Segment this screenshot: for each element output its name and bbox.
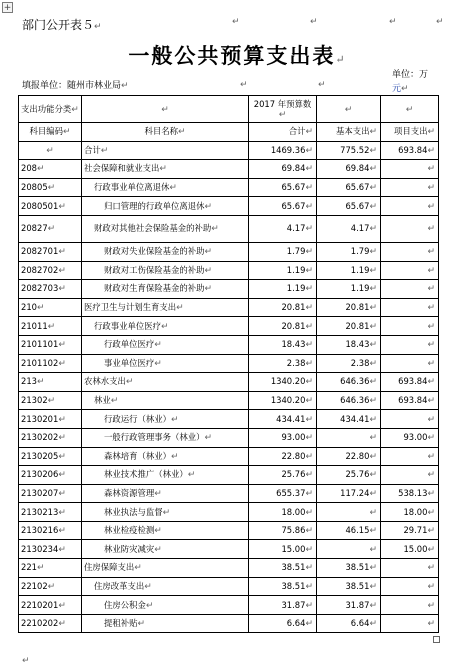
- cell-basic: ↵: [317, 428, 381, 447]
- table-row: [19, 261, 439, 280]
- cell-code: 2130206↵: [19, 466, 82, 485]
- cell-total: 25.76↵: [249, 466, 317, 485]
- cell-name: 一般行政管理事务（林业）↵: [82, 428, 249, 447]
- table-resize-handle[interactable]: [433, 636, 440, 643]
- currency-unit: [392, 68, 442, 96]
- cell-name: 行政运行（林业）↵: [82, 410, 249, 429]
- table-row: [19, 141, 439, 160]
- table-row: [19, 242, 439, 261]
- table-row: [19, 160, 439, 179]
- cell-name: 财政对其他社会保险基金的补助↵: [82, 215, 249, 242]
- cell-basic: 117.24↵: [317, 484, 381, 503]
- cell-project: 93.00↵: [381, 428, 439, 447]
- cell-basic: 38.51↵: [317, 559, 381, 578]
- cell-basic: 1.79↵: [317, 242, 381, 261]
- cell-basic: 2.38↵: [317, 354, 381, 373]
- cell-project: ↵: [381, 354, 439, 373]
- cell-code: 22102↵: [19, 577, 82, 596]
- cell-basic: 1.19↵: [317, 280, 381, 299]
- cell-project: 18.00↵: [381, 503, 439, 522]
- cell-project: ↵: [381, 614, 439, 633]
- paragraph-mark-icon: ↵: [401, 84, 409, 94]
- cell-total: 20.81↵: [249, 298, 317, 317]
- reporting-unit-text: 填报单位：随州市林业局: [22, 81, 122, 91]
- cell-name: 林业防灾减灾↵: [82, 540, 249, 559]
- table-row: [19, 447, 439, 466]
- cell-name: 财政对生育保险基金的补助↵: [82, 280, 249, 299]
- cell-code: 2101101↵: [19, 335, 82, 354]
- cell-code: 221↵: [19, 559, 82, 578]
- cell-name: 医疗卫生与计划生育支出↵: [82, 298, 249, 317]
- table-row: [19, 521, 439, 540]
- cell-basic: 25.76↵: [317, 466, 381, 485]
- cell-name: 行政事业单位医疗↵: [82, 317, 249, 336]
- cell-total: 38.51↵: [249, 559, 317, 578]
- table-row: [19, 484, 439, 503]
- paragraph-mark-icon: ↵: [22, 656, 30, 666]
- cell-code: 2082701↵: [19, 242, 82, 261]
- cell-total: 31.87↵: [249, 596, 317, 615]
- cell-code: 20805↵: [19, 178, 82, 197]
- cell-basic: 434.41↵: [317, 410, 381, 429]
- cell-total: 655.37↵: [249, 484, 317, 503]
- header-cell-project: 项目支出↵: [381, 123, 439, 142]
- paragraph-mark-icon: ↵: [335, 53, 347, 66]
- cell-name: 林业检疫检测↵: [82, 521, 249, 540]
- cell-code: 2130205↵: [19, 447, 82, 466]
- cell-total: 1469.36↵: [249, 141, 317, 160]
- cell-total: 20.81↵: [249, 317, 317, 336]
- header-cell-basic: 基本支出↵: [317, 123, 381, 142]
- currency-unit-line2: 元: [392, 84, 402, 94]
- paragraph-mark-icon: ↵: [232, 17, 240, 27]
- cell-basic: 46.15↵: [317, 521, 381, 540]
- paragraph-mark-icon: ↵: [310, 17, 318, 27]
- table-row: [19, 577, 439, 596]
- table-row: [19, 410, 439, 429]
- cell-total: 1340.20↵: [249, 391, 317, 410]
- cell-project: 693.84↵: [381, 141, 439, 160]
- header-cell-empty: ↵: [317, 96, 381, 123]
- cell-name: 社会保障和就业支出↵: [82, 160, 249, 179]
- table-header-row: [19, 96, 439, 123]
- cell-total: 1.79↵: [249, 242, 317, 261]
- cell-name: 森林培育（林业）↵: [82, 447, 249, 466]
- cell-basic: 22.80↵: [317, 447, 381, 466]
- table-row: [19, 540, 439, 559]
- cell-total: 69.84↵: [249, 160, 317, 179]
- cell-code: 2082702↵: [19, 261, 82, 280]
- cell-project: ↵: [381, 197, 439, 216]
- cell-total: 434.41↵: [249, 410, 317, 429]
- cell-basic: 775.52↵: [317, 141, 381, 160]
- cell-project: ↵: [381, 410, 439, 429]
- table-row: [19, 354, 439, 373]
- cell-code: 2082703↵: [19, 280, 82, 299]
- table-header-row: [19, 123, 439, 142]
- cell-basic: 65.67↵: [317, 197, 381, 216]
- table-row: [19, 503, 439, 522]
- cell-project: ↵: [381, 298, 439, 317]
- table-row: [19, 178, 439, 197]
- header-cell-function-class: 支出功能分类↵: [19, 96, 82, 123]
- cell-name: 行政事业单位离退休↵: [82, 178, 249, 197]
- page-title-text: 一般公共预算支出表: [128, 43, 336, 68]
- cell-project: ↵: [381, 215, 439, 242]
- table-row: [19, 428, 439, 447]
- header-cell-name: 科目名称↵: [82, 123, 249, 142]
- cell-name: 住房改革支出↵: [82, 577, 249, 596]
- table-row: [19, 298, 439, 317]
- table-row: [19, 466, 439, 485]
- cell-code: 210↵: [19, 298, 82, 317]
- cell-project: 693.84↵: [381, 391, 439, 410]
- table-body: [19, 141, 439, 633]
- cell-name: 事业单位医疗↵: [82, 354, 249, 373]
- cell-total: 18.00↵: [249, 503, 317, 522]
- cell-name: 财政对工伤保险基金的补助↵: [82, 261, 249, 280]
- cell-code: 213↵: [19, 373, 82, 392]
- cell-name: 住房公积金↵: [82, 596, 249, 615]
- table-row: [19, 335, 439, 354]
- cell-code: 20827↵: [19, 215, 82, 242]
- cell-code: 2210202↵: [19, 614, 82, 633]
- cell-total: 15.00↵: [249, 540, 317, 559]
- header-cell-code: 科目编码↵: [19, 123, 82, 142]
- cell-basic: ↵: [317, 540, 381, 559]
- cell-project: ↵: [381, 335, 439, 354]
- doc-label-text: 部门公开表５: [22, 18, 95, 32]
- cell-basic: 4.17↵: [317, 215, 381, 242]
- header-cell-empty: ↵: [82, 96, 249, 123]
- cell-basic: 646.36↵: [317, 391, 381, 410]
- doc-label: [22, 16, 102, 33]
- cell-total: 38.51↵: [249, 577, 317, 596]
- cell-name: 财政对失业保险基金的补助↵: [82, 242, 249, 261]
- paragraph-mark-icon: ↵: [121, 81, 129, 91]
- cell-code: 2130213↵: [19, 503, 82, 522]
- cell-code: 2130234↵: [19, 540, 82, 559]
- cell-project: ↵: [381, 596, 439, 615]
- cell-name: 提租补贴↵: [82, 614, 249, 633]
- cell-name: 行政单位医疗↵: [82, 335, 249, 354]
- cell-basic: 6.64↵: [317, 614, 381, 633]
- table-row: [19, 559, 439, 578]
- cell-project: 538.13↵: [381, 484, 439, 503]
- cell-code: 2080501↵: [19, 197, 82, 216]
- cell-total: 1340.20↵: [249, 373, 317, 392]
- cell-basic: 20.81↵: [317, 298, 381, 317]
- table-row: [19, 596, 439, 615]
- cell-basic: 18.43↵: [317, 335, 381, 354]
- cell-project: 15.00↵: [381, 540, 439, 559]
- header-cell-empty: ↵: [381, 96, 439, 123]
- cell-total: 22.80↵: [249, 447, 317, 466]
- cell-project: ↵: [381, 160, 439, 179]
- paragraph-mark-icon: ↵: [94, 22, 102, 32]
- cell-total: 2.38↵: [249, 354, 317, 373]
- cell-basic: 31.87↵: [317, 596, 381, 615]
- cell-project: ↵: [381, 559, 439, 578]
- paragraph-mark-icon: ↵: [240, 80, 248, 90]
- cell-code: 2101102↵: [19, 354, 82, 373]
- cell-name: 林业↵: [82, 391, 249, 410]
- cell-code: 21011↵: [19, 317, 82, 336]
- cell-total: 1.19↵: [249, 261, 317, 280]
- cell-name: 住房保障支出↵: [82, 559, 249, 578]
- cell-name: 合计↵: [82, 141, 249, 160]
- cell-basic: 1.19↵: [317, 261, 381, 280]
- cell-project: 29.71↵: [381, 521, 439, 540]
- table-row: [19, 373, 439, 392]
- cell-code: 21302↵: [19, 391, 82, 410]
- header-cell-total: 合计↵: [249, 123, 317, 142]
- cell-name: 林业技术推广（林业）↵: [82, 466, 249, 485]
- cell-basic: 65.67↵: [317, 178, 381, 197]
- cell-project: ↵: [381, 178, 439, 197]
- cell-total: 65.67↵: [249, 178, 317, 197]
- cell-code: ↵: [19, 141, 82, 160]
- cell-project: ↵: [381, 466, 439, 485]
- cell-project: ↵: [381, 261, 439, 280]
- cell-project: ↵: [381, 447, 439, 466]
- table-row: [19, 391, 439, 410]
- cell-project: ↵: [381, 242, 439, 261]
- cell-basic: 20.81↵: [317, 317, 381, 336]
- table-row: [19, 280, 439, 299]
- cell-code: 2130216↵: [19, 521, 82, 540]
- cell-basic: 69.84↵: [317, 160, 381, 179]
- paragraph-mark-icon: ↵: [318, 80, 326, 90]
- cell-code: 2130202↵: [19, 428, 82, 447]
- cell-code: 208↵: [19, 160, 82, 179]
- cell-project: 693.84↵: [381, 373, 439, 392]
- cell-total: 6.64↵: [249, 614, 317, 633]
- cell-total: 18.43↵: [249, 335, 317, 354]
- budget-table: [18, 95, 439, 633]
- cell-total: 93.00↵: [249, 428, 317, 447]
- cell-total: 75.86↵: [249, 521, 317, 540]
- cell-basic: 646.36↵: [317, 373, 381, 392]
- cell-name: 农林水支出↵: [82, 373, 249, 392]
- table-move-handle-icon[interactable]: +: [3, 3, 12, 13]
- cell-basic: 38.51↵: [317, 577, 381, 596]
- cell-code: 2210201↵: [19, 596, 82, 615]
- header-cell-budget: 2017 年预算数↵: [249, 96, 317, 123]
- cell-project: ↵: [381, 280, 439, 299]
- reporting-unit: [22, 78, 129, 91]
- cell-total: 4.17↵: [249, 215, 317, 242]
- paragraph-mark-icon: ↵: [436, 17, 444, 27]
- paragraph-mark-icon: ↵: [389, 17, 397, 27]
- cell-total: 65.67↵: [249, 197, 317, 216]
- cell-project: ↵: [381, 577, 439, 596]
- currency-unit-line1: 单位：万: [392, 70, 429, 80]
- table-row: [19, 215, 439, 242]
- page-title: [0, 40, 475, 70]
- cell-code: 2130207↵: [19, 484, 82, 503]
- table-row: [19, 197, 439, 216]
- cell-name: 森林资源管理↵: [82, 484, 249, 503]
- table-row: [19, 317, 439, 336]
- table-row: [19, 614, 439, 633]
- cell-total: 1.19↵: [249, 280, 317, 299]
- cell-code: 2130201↵: [19, 410, 82, 429]
- cell-project: ↵: [381, 317, 439, 336]
- cell-basic: ↵: [317, 503, 381, 522]
- cell-name: 林业执法与监督↵: [82, 503, 249, 522]
- cell-name: 归口管理的行政单位离退休↵: [82, 197, 249, 216]
